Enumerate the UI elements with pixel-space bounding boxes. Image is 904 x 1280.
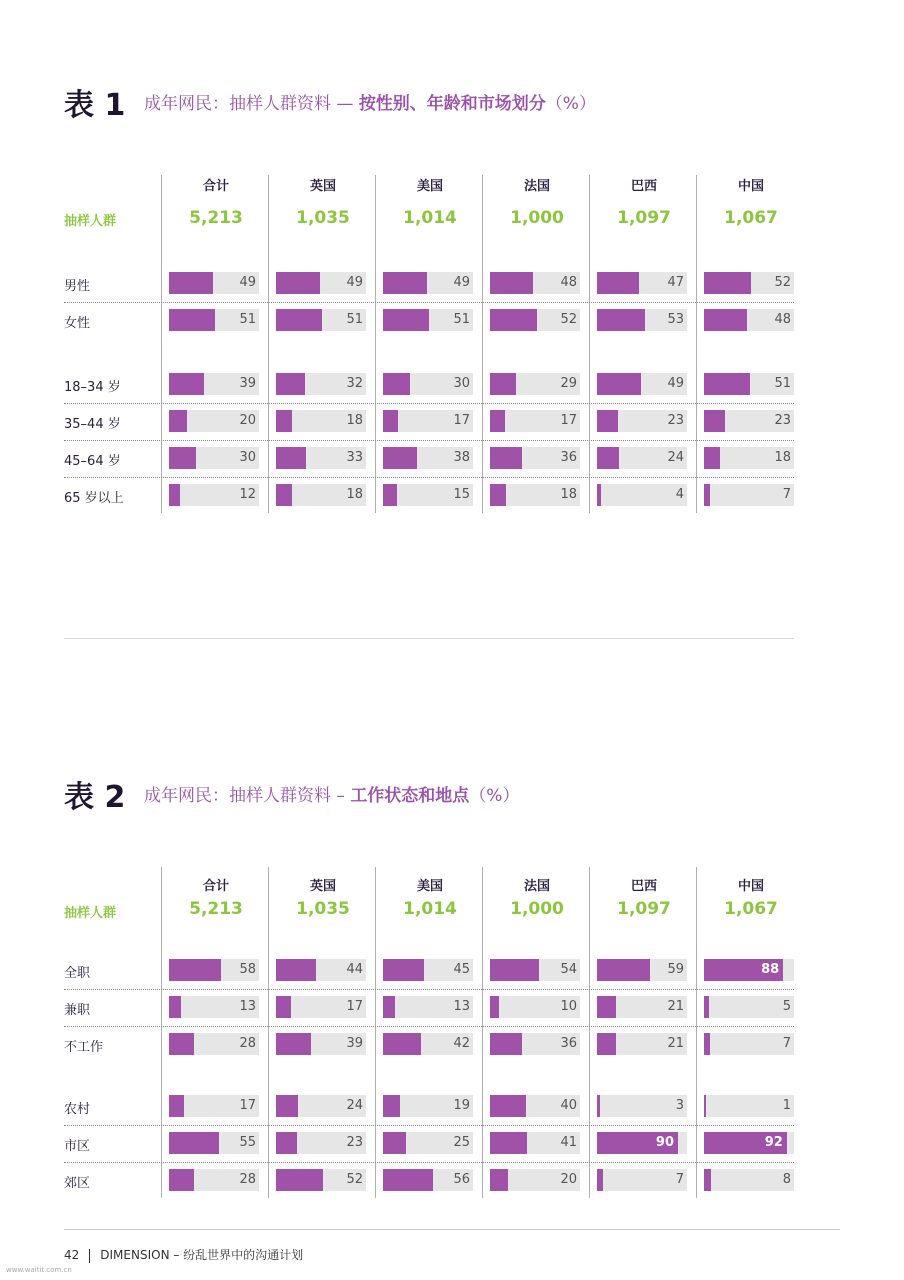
bar-value: 51 bbox=[774, 376, 791, 391]
bar-fill bbox=[704, 272, 751, 294]
bar-cell bbox=[169, 1095, 259, 1117]
sample-value: 1,067 bbox=[724, 899, 778, 919]
bar-cell bbox=[169, 1169, 259, 1191]
bar-fill bbox=[490, 410, 505, 432]
column-divider bbox=[161, 867, 162, 1198]
bar-cell bbox=[704, 309, 794, 331]
table2-subtitle-tail: （%） bbox=[469, 786, 520, 806]
bar-fill bbox=[597, 410, 618, 432]
bar-fill bbox=[490, 309, 537, 331]
column-header: 英国 bbox=[309, 879, 336, 894]
bar-value: 21 bbox=[667, 999, 684, 1014]
bar-fill bbox=[383, 1169, 433, 1191]
bar-cell bbox=[597, 1132, 687, 1154]
bar-value: 49 bbox=[453, 275, 470, 290]
bar-fill bbox=[490, 996, 499, 1018]
bar-cell bbox=[383, 309, 473, 331]
bar-value: 17 bbox=[560, 413, 577, 428]
column-divider bbox=[696, 175, 697, 513]
bar-fill bbox=[169, 959, 221, 981]
bar-fill bbox=[490, 959, 539, 981]
bar-value: 58 bbox=[239, 962, 256, 977]
bar-fill bbox=[169, 272, 213, 294]
bar-value: 92 bbox=[764, 1135, 783, 1150]
bar-cell bbox=[383, 1132, 473, 1154]
bar-cell bbox=[490, 272, 580, 294]
bar-value: 30 bbox=[453, 376, 470, 391]
bar-cell bbox=[276, 1169, 366, 1191]
bar-cell bbox=[169, 1132, 259, 1154]
bar-cell bbox=[169, 484, 259, 506]
bar-value: 20 bbox=[560, 1172, 577, 1187]
column-header: 合计 bbox=[202, 879, 229, 894]
bar-fill bbox=[169, 410, 187, 432]
bar-cell bbox=[276, 373, 366, 395]
row-divider bbox=[64, 403, 794, 404]
bar-value: 24 bbox=[667, 450, 684, 465]
bar-cell bbox=[490, 1033, 580, 1055]
bar-cell bbox=[704, 1095, 794, 1117]
bar-cell bbox=[490, 309, 580, 331]
bar-fill bbox=[169, 484, 180, 506]
bar-value: 15 bbox=[453, 487, 470, 502]
bar-value: 10 bbox=[560, 999, 577, 1014]
bar-fill bbox=[169, 1132, 219, 1154]
bar-fill bbox=[597, 309, 645, 331]
table1-number: 表 1 bbox=[64, 88, 126, 123]
bar-cell bbox=[704, 447, 794, 469]
bar-fill bbox=[383, 447, 417, 469]
bar-fill bbox=[597, 272, 639, 294]
row-divider bbox=[64, 440, 794, 441]
bar-value: 25 bbox=[453, 1135, 470, 1150]
bar-cell bbox=[597, 373, 687, 395]
bar-cell bbox=[704, 959, 794, 981]
row-label: 18–34 岁 bbox=[64, 380, 121, 395]
bar-cell bbox=[383, 1033, 473, 1055]
column-divider bbox=[375, 175, 376, 513]
bar-cell bbox=[169, 309, 259, 331]
bar-fill bbox=[169, 373, 204, 395]
bar-fill bbox=[276, 1033, 311, 1055]
footer-text: DIMENSION – 纷乱世界中的沟通计划 bbox=[100, 1248, 304, 1262]
bar-fill bbox=[704, 1169, 711, 1191]
bar-value: 29 bbox=[560, 376, 577, 391]
bar-cell bbox=[276, 996, 366, 1018]
bar-value: 49 bbox=[346, 275, 363, 290]
row-divider bbox=[64, 477, 794, 478]
bar-fill bbox=[169, 996, 181, 1018]
bar-cell bbox=[490, 1169, 580, 1191]
bar-cell bbox=[597, 309, 687, 331]
bar-fill bbox=[276, 1169, 323, 1191]
bar-cell bbox=[704, 373, 794, 395]
bar-fill bbox=[704, 447, 720, 469]
sample-value: 1,035 bbox=[296, 899, 350, 919]
bar-fill bbox=[490, 1132, 527, 1154]
bar-fill bbox=[490, 447, 522, 469]
footer-divider bbox=[64, 1229, 840, 1230]
bar-fill bbox=[704, 996, 709, 1018]
bar-value: 28 bbox=[239, 1172, 256, 1187]
bar-cell bbox=[383, 959, 473, 981]
row-label: 农村 bbox=[64, 1102, 91, 1117]
page-number: 42 bbox=[64, 1248, 80, 1262]
sample-label: 抽样人群 bbox=[64, 214, 117, 229]
bar-cell bbox=[597, 996, 687, 1018]
section-divider bbox=[64, 638, 794, 639]
bar-fill bbox=[383, 1095, 400, 1117]
bar-fill bbox=[276, 309, 322, 331]
bar-cell bbox=[490, 484, 580, 506]
bar-value: 32 bbox=[346, 376, 363, 391]
bar-value: 88 bbox=[761, 962, 780, 977]
column-divider bbox=[589, 867, 590, 1198]
bar-cell bbox=[383, 272, 473, 294]
bar-value: 21 bbox=[667, 1036, 684, 1051]
bar-fill bbox=[597, 447, 619, 469]
bar-value: 51 bbox=[453, 312, 470, 327]
bar-fill bbox=[276, 272, 320, 294]
column-header: 中国 bbox=[737, 179, 764, 194]
bar-cell bbox=[704, 1169, 794, 1191]
row-label: 全职 bbox=[64, 966, 91, 981]
column-header: 巴西 bbox=[630, 879, 657, 894]
bar-cell bbox=[169, 447, 259, 469]
row-divider bbox=[64, 1026, 794, 1027]
bar-fill bbox=[276, 410, 292, 432]
bar-value: 45 bbox=[453, 962, 470, 977]
bar-value: 20 bbox=[239, 413, 256, 428]
bar-fill bbox=[383, 484, 397, 506]
bar-value: 59 bbox=[667, 962, 684, 977]
bar-cell bbox=[276, 1132, 366, 1154]
bar-fill bbox=[490, 1169, 508, 1191]
bar-cell bbox=[704, 1132, 794, 1154]
column-header: 合计 bbox=[202, 179, 229, 194]
bar-fill bbox=[383, 996, 395, 1018]
sample-value: 1,097 bbox=[617, 899, 671, 919]
column-header: 中国 bbox=[737, 879, 764, 894]
bar-value: 56 bbox=[453, 1172, 470, 1187]
row-label: 市区 bbox=[64, 1139, 91, 1154]
column-header: 法国 bbox=[523, 879, 550, 894]
bar-value: 18 bbox=[774, 450, 791, 465]
row-divider bbox=[64, 989, 794, 990]
bar-cell bbox=[704, 1033, 794, 1055]
bar-value: 18 bbox=[346, 487, 363, 502]
bar-value: 17 bbox=[239, 1098, 256, 1113]
bar-cell bbox=[276, 959, 366, 981]
row-label: 兼职 bbox=[64, 1003, 91, 1018]
bar-value: 12 bbox=[239, 487, 256, 502]
bar-value: 55 bbox=[239, 1135, 256, 1150]
table1-subtitle bbox=[144, 89, 596, 114]
bar-cell bbox=[169, 373, 259, 395]
bar-fill bbox=[597, 373, 641, 395]
bar-cell bbox=[383, 996, 473, 1018]
bar-value: 42 bbox=[453, 1036, 470, 1051]
sample-label: 抽样人群 bbox=[64, 906, 117, 921]
bar-value: 18 bbox=[560, 487, 577, 502]
bar-cell bbox=[276, 410, 366, 432]
bar-cell bbox=[490, 373, 580, 395]
bar-value: 4 bbox=[675, 487, 684, 502]
bar-value: 13 bbox=[239, 999, 256, 1014]
bar-value: 18 bbox=[346, 413, 363, 428]
sample-value: 1,000 bbox=[510, 899, 564, 919]
bar-value: 30 bbox=[239, 450, 256, 465]
bar-value: 3 bbox=[675, 1098, 684, 1113]
bar-value: 52 bbox=[774, 275, 791, 290]
bar-value: 23 bbox=[346, 1135, 363, 1150]
table2-subtitle-normal: 成年网民：抽样人群资料 – bbox=[144, 786, 351, 806]
bar-cell bbox=[704, 410, 794, 432]
bar-cell bbox=[169, 996, 259, 1018]
sample-value: 5,213 bbox=[189, 208, 243, 228]
table2-number: 表 2 bbox=[64, 780, 126, 815]
bar-fill bbox=[490, 1033, 522, 1055]
column-divider bbox=[375, 867, 376, 1198]
bar-cell bbox=[169, 410, 259, 432]
row-label: 45–64 岁 bbox=[64, 454, 121, 469]
bar-fill bbox=[597, 1033, 616, 1055]
bar-fill bbox=[276, 996, 291, 1018]
bar-value: 7 bbox=[782, 1036, 791, 1051]
bar-value: 1 bbox=[782, 1098, 791, 1113]
column-divider bbox=[268, 175, 269, 513]
bar-fill bbox=[276, 1132, 297, 1154]
bar-value: 13 bbox=[453, 999, 470, 1014]
column-header: 英国 bbox=[309, 179, 336, 194]
bar-value: 48 bbox=[774, 312, 791, 327]
bar-value: 52 bbox=[346, 1172, 363, 1187]
bar-value: 8 bbox=[782, 1172, 791, 1187]
bar-fill bbox=[169, 1033, 194, 1055]
bar-cell bbox=[276, 447, 366, 469]
bar-value: 39 bbox=[239, 376, 256, 391]
bar-value: 28 bbox=[239, 1036, 256, 1051]
bar-fill bbox=[597, 996, 616, 1018]
bar-value: 36 bbox=[560, 450, 577, 465]
bar-value: 5 bbox=[782, 999, 791, 1014]
row-label: 男性 bbox=[64, 279, 91, 294]
bar-fill bbox=[169, 1169, 194, 1191]
table1-subtitle-tail: （%） bbox=[545, 94, 596, 114]
bar-fill bbox=[276, 1095, 298, 1117]
bar-value: 17 bbox=[346, 999, 363, 1014]
bar-cell bbox=[490, 410, 580, 432]
column-divider bbox=[696, 867, 697, 1198]
column-divider bbox=[589, 175, 590, 513]
bar-cell bbox=[490, 959, 580, 981]
bar-cell bbox=[383, 484, 473, 506]
sample-value: 1,035 bbox=[296, 208, 350, 228]
bar-fill bbox=[276, 373, 305, 395]
bar-fill bbox=[383, 410, 398, 432]
bar-cell bbox=[383, 1095, 473, 1117]
column-header: 美国 bbox=[416, 179, 443, 194]
bar-cell bbox=[276, 1033, 366, 1055]
column-divider bbox=[268, 867, 269, 1198]
bar-cell bbox=[169, 272, 259, 294]
bar-value: 52 bbox=[560, 312, 577, 327]
bar-cell bbox=[597, 272, 687, 294]
table2-subtitle bbox=[144, 781, 519, 806]
row-divider bbox=[64, 302, 794, 303]
bar-fill bbox=[383, 272, 427, 294]
bar-cell bbox=[597, 1033, 687, 1055]
bar-cell bbox=[276, 1095, 366, 1117]
bar-fill bbox=[276, 447, 306, 469]
bar-cell bbox=[597, 484, 687, 506]
column-header: 巴西 bbox=[630, 179, 657, 194]
footer-separator bbox=[89, 1249, 90, 1263]
sample-value: 5,213 bbox=[189, 899, 243, 919]
bar-fill bbox=[704, 1095, 706, 1117]
bar-cell bbox=[704, 996, 794, 1018]
bar-fill bbox=[169, 447, 196, 469]
table1-subtitle-normal: 成年网民：抽样人群资料 — bbox=[144, 94, 359, 114]
bar-cell bbox=[383, 373, 473, 395]
bar-cell bbox=[597, 959, 687, 981]
bar-fill bbox=[490, 373, 516, 395]
bar-fill bbox=[169, 1095, 184, 1117]
bar-fill bbox=[169, 309, 215, 331]
bar-value: 49 bbox=[667, 376, 684, 391]
bar-value: 40 bbox=[560, 1098, 577, 1113]
bar-fill bbox=[597, 484, 601, 506]
bar-value: 23 bbox=[774, 413, 791, 428]
bar-value: 17 bbox=[453, 413, 470, 428]
bar-fill bbox=[704, 410, 725, 432]
column-divider bbox=[161, 175, 162, 513]
bar-fill bbox=[704, 309, 747, 331]
bar-fill bbox=[704, 1033, 710, 1055]
bar-cell bbox=[597, 1169, 687, 1191]
sample-value: 1,067 bbox=[724, 208, 778, 228]
bar-value: 51 bbox=[346, 312, 363, 327]
bar-cell bbox=[383, 410, 473, 432]
bar-fill bbox=[490, 272, 533, 294]
column-divider bbox=[482, 175, 483, 513]
bar-value: 7 bbox=[675, 1172, 684, 1187]
row-label: 女性 bbox=[64, 316, 91, 331]
bar-value: 33 bbox=[346, 450, 363, 465]
bar-cell bbox=[597, 410, 687, 432]
bar-value: 90 bbox=[655, 1135, 674, 1150]
bar-cell bbox=[169, 959, 259, 981]
table2-subtitle-bold: 工作状态和地点 bbox=[350, 786, 470, 806]
watermark: www.waitit.com.cn bbox=[6, 1266, 72, 1274]
bar-value: 41 bbox=[560, 1135, 577, 1150]
bar-value: 47 bbox=[667, 275, 684, 290]
bar-fill bbox=[597, 1169, 603, 1191]
bar-fill bbox=[383, 373, 410, 395]
bar-fill bbox=[383, 1132, 406, 1154]
bar-cell bbox=[169, 1033, 259, 1055]
sample-value: 1,000 bbox=[510, 208, 564, 228]
row-divider bbox=[64, 1162, 794, 1163]
bar-value: 7 bbox=[782, 487, 791, 502]
table1-subtitle-bold: 按性别、年龄和市场划分 bbox=[358, 94, 546, 114]
bar-cell bbox=[276, 309, 366, 331]
bar-value: 49 bbox=[239, 275, 256, 290]
bar-fill bbox=[597, 959, 650, 981]
row-divider bbox=[64, 1125, 794, 1126]
row-label: 65 岁以上 bbox=[64, 491, 124, 506]
bar-value: 51 bbox=[239, 312, 256, 327]
bar-fill bbox=[704, 484, 710, 506]
bar-cell bbox=[490, 447, 580, 469]
row-label: 35–44 岁 bbox=[64, 417, 121, 432]
bar-value: 24 bbox=[346, 1098, 363, 1113]
footer bbox=[64, 1246, 303, 1263]
bar-value: 53 bbox=[667, 312, 684, 327]
bar-cell bbox=[383, 1169, 473, 1191]
bar-fill bbox=[490, 1095, 526, 1117]
bar-fill bbox=[383, 309, 429, 331]
sample-value: 1,097 bbox=[617, 208, 671, 228]
bar-cell bbox=[490, 996, 580, 1018]
bar-fill bbox=[490, 484, 506, 506]
bar-cell bbox=[383, 447, 473, 469]
column-header: 法国 bbox=[523, 179, 550, 194]
bar-value: 36 bbox=[560, 1036, 577, 1051]
bar-value: 54 bbox=[560, 962, 577, 977]
column-header: 美国 bbox=[416, 879, 443, 894]
bar-cell bbox=[276, 484, 366, 506]
bar-cell bbox=[704, 272, 794, 294]
bar-cell bbox=[597, 447, 687, 469]
bar-value: 44 bbox=[346, 962, 363, 977]
bar-value: 39 bbox=[346, 1036, 363, 1051]
bar-cell bbox=[597, 1095, 687, 1117]
bar-fill bbox=[597, 1095, 600, 1117]
column-divider bbox=[482, 867, 483, 1198]
bar-cell bbox=[704, 484, 794, 506]
bar-cell bbox=[490, 1095, 580, 1117]
row-label: 不工作 bbox=[64, 1040, 104, 1055]
bar-fill bbox=[276, 484, 292, 506]
bar-value: 19 bbox=[453, 1098, 470, 1113]
bar-value: 23 bbox=[667, 413, 684, 428]
bar-value: 48 bbox=[560, 275, 577, 290]
bar-fill bbox=[383, 959, 424, 981]
bar-cell bbox=[490, 1132, 580, 1154]
sample-value: 1,014 bbox=[403, 899, 457, 919]
sample-value: 1,014 bbox=[403, 208, 457, 228]
bar-cell bbox=[276, 272, 366, 294]
bar-fill bbox=[383, 1033, 421, 1055]
bar-fill bbox=[704, 373, 750, 395]
bar-value: 38 bbox=[453, 450, 470, 465]
bar-fill bbox=[276, 959, 316, 981]
row-label: 郊区 bbox=[64, 1176, 91, 1191]
